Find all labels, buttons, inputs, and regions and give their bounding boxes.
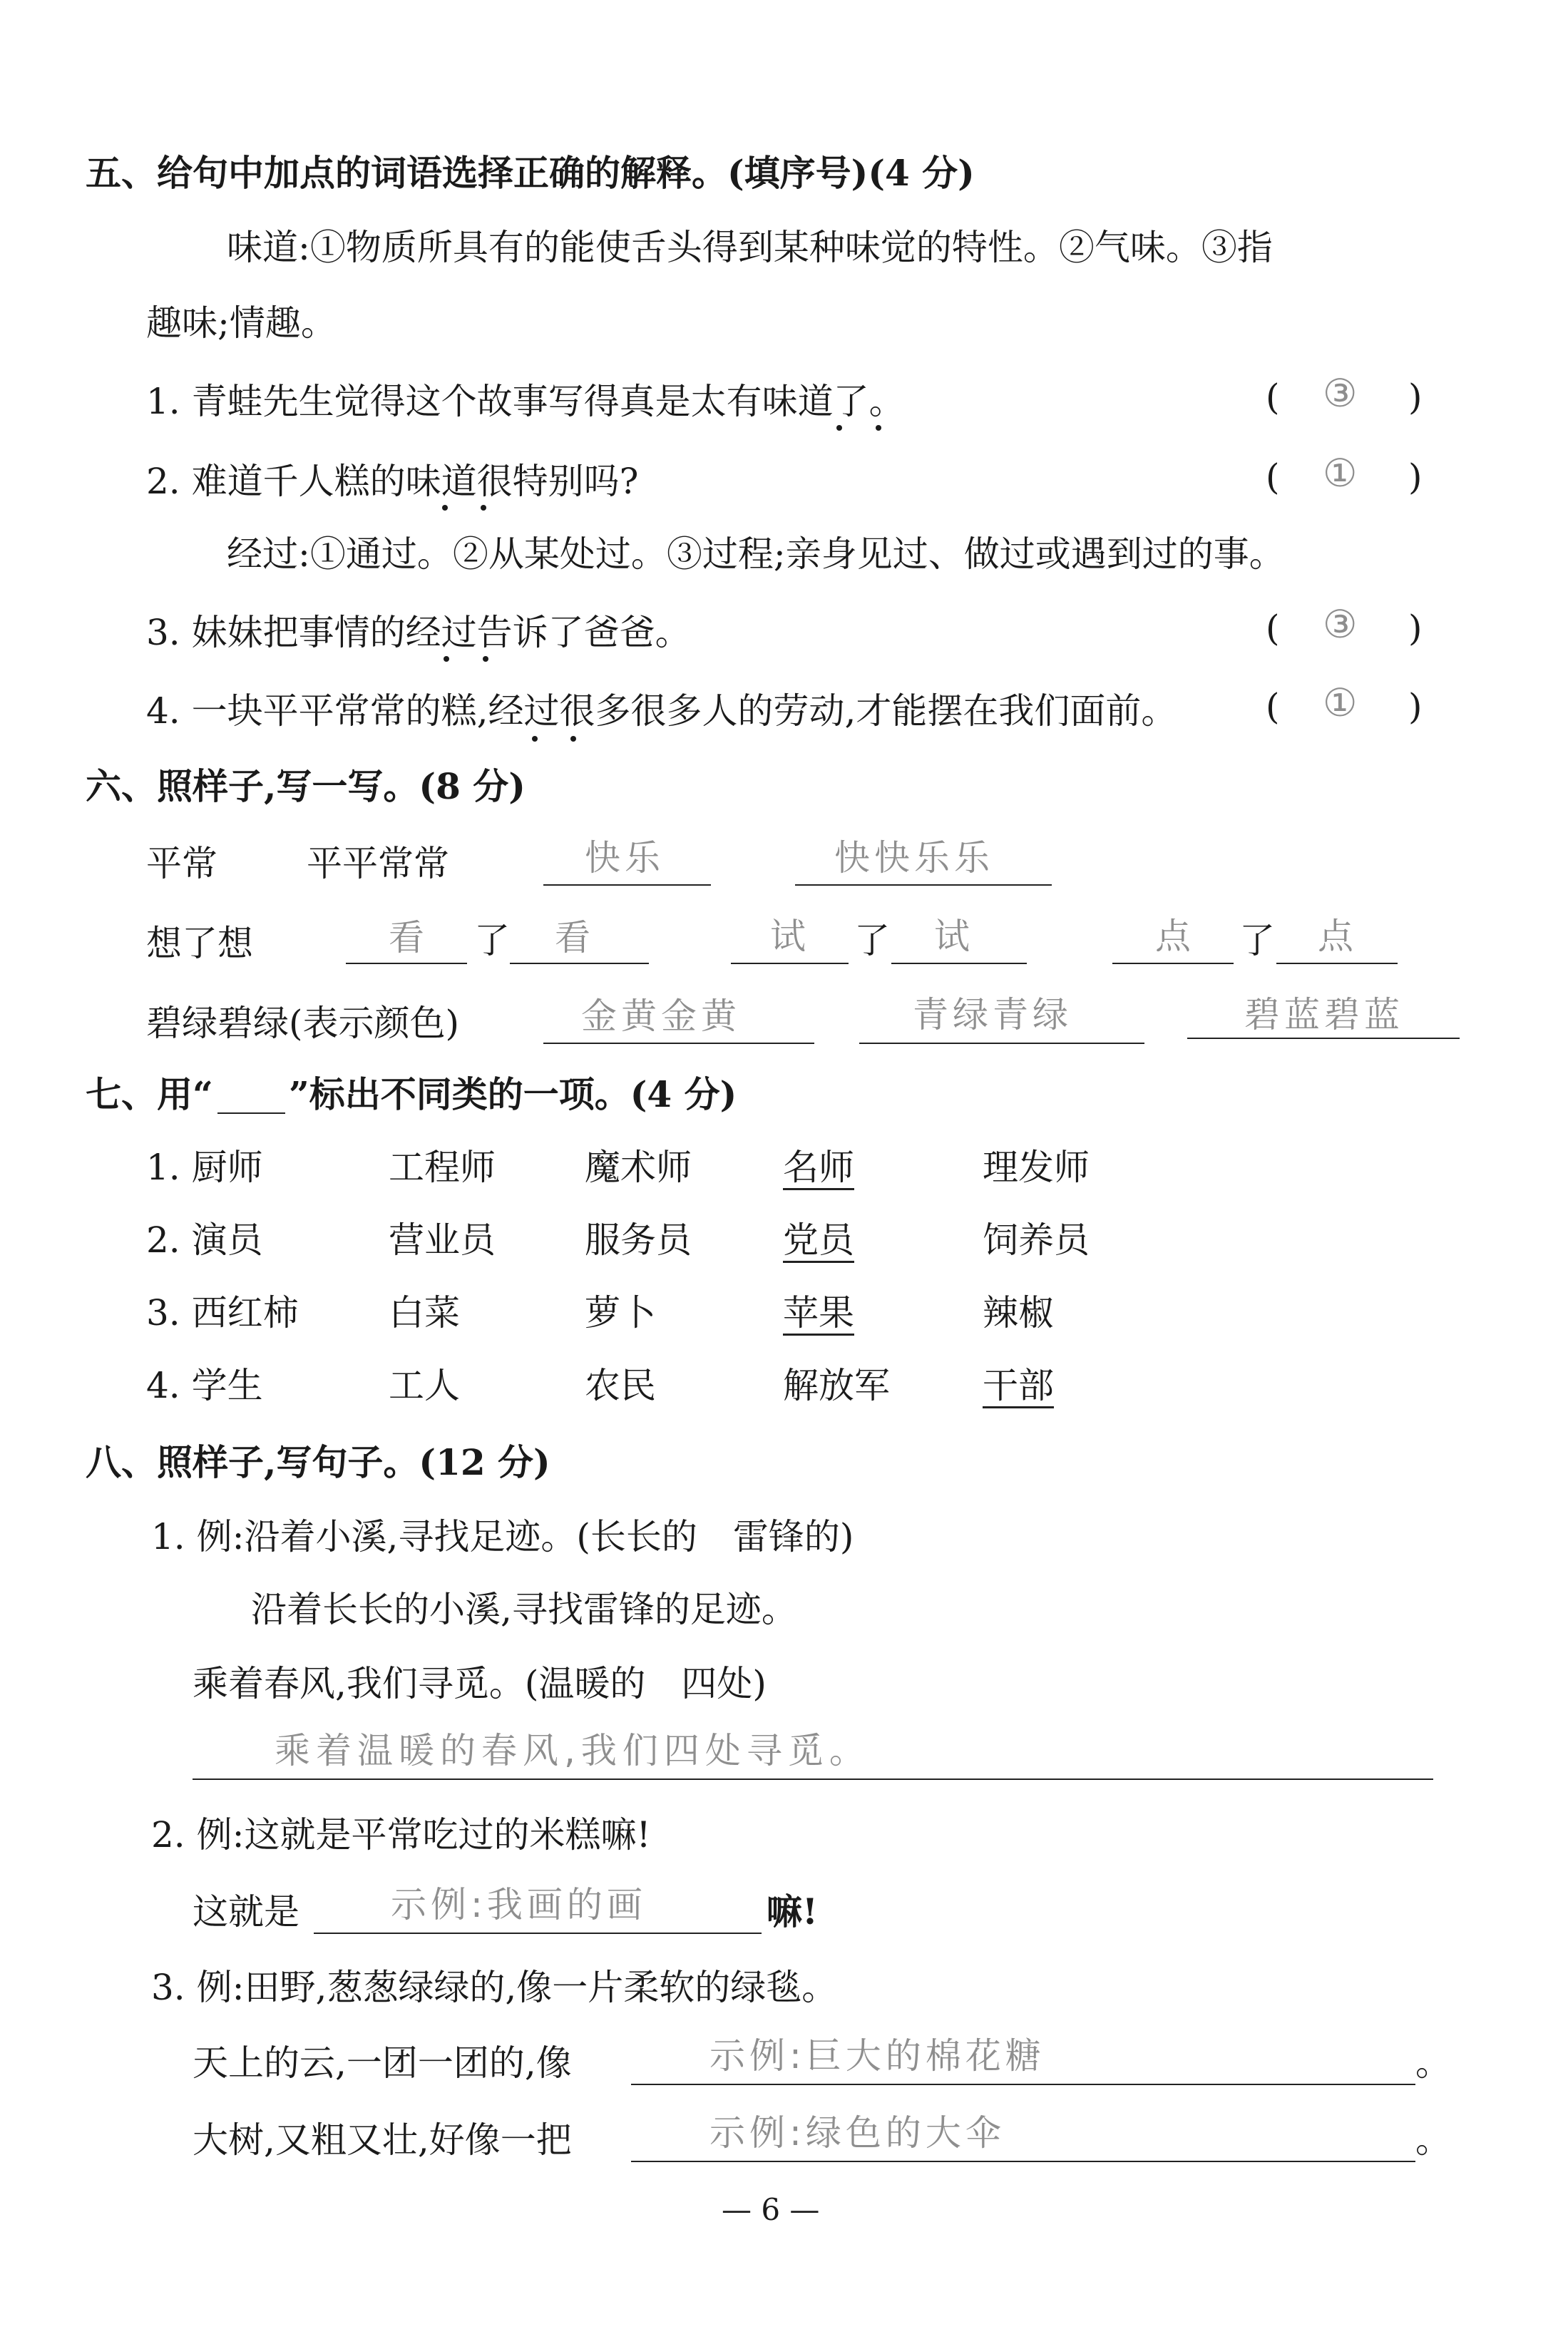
- row-7-2-item-2: 营业员: [389, 1219, 496, 1261]
- row-7-3-item-1: 3. 西红柿: [146, 1292, 299, 1334]
- question-8-2-pre: 这就是: [193, 1891, 299, 1933]
- sample-pingchang: 平常: [146, 843, 217, 884]
- row-7-3-item-4-marked: 苹果: [783, 1295, 854, 1336]
- le-char: 了: [1239, 920, 1275, 961]
- period: 。: [1415, 2042, 1451, 2084]
- answer-line: [346, 963, 467, 964]
- question-5-3: 3. 妹妹把事情的经过告诉了爸爸。: [146, 612, 691, 653]
- answer-line: [543, 1043, 814, 1044]
- row-7-3-item-2: 白菜: [389, 1292, 460, 1334]
- answer-line: [1112, 963, 1234, 964]
- answer-5-1: ③: [1323, 371, 1358, 416]
- question-8-3a: 天上的云,一团一团的,像: [193, 2042, 572, 2084]
- definition-weidao-cont: 趣味;情趣。: [146, 302, 337, 344]
- emphasis-dot: [836, 425, 842, 431]
- underline-sample: [217, 1112, 285, 1114]
- row-7-2-item-1: 2. 演员: [146, 1219, 263, 1261]
- example-8-1: 1. 例:沿着小溪,寻找足迹。(长长的 雷锋的): [151, 1516, 854, 1557]
- paren-left: (: [1266, 608, 1280, 649]
- answer-line: [859, 1043, 1144, 1044]
- row-7-2-item-3: 服务员: [585, 1219, 692, 1261]
- emphasis-dot: [444, 656, 449, 662]
- answer-6-1b: 快快乐乐: [834, 837, 994, 879]
- answer-6-2b: 看: [555, 917, 595, 958]
- answer-line: [731, 963, 849, 964]
- emphasis-dot: [532, 736, 538, 742]
- page-number: — 6 —: [722, 2192, 820, 2227]
- answer-8-3a: 示例:巨大的棉花糖: [709, 2035, 1045, 2077]
- question-5-4: 4. 一块平平常常的糕,经过很多很多人的劳动,才能摆在我们面前。: [146, 690, 1177, 732]
- answer-line: [891, 963, 1027, 964]
- row-7-4-item-1: 4. 学生: [146, 1365, 263, 1406]
- emphasis-dot: [570, 736, 576, 742]
- example-8-3: 3. 例:田野,葱葱绿绿的,像一片柔软的绿毯。: [151, 1967, 838, 2008]
- section-6-heading: 六、照样子,写一写。(8 分): [86, 765, 526, 807]
- row-7-4-item-4: 解放军: [783, 1365, 890, 1406]
- le-char: 了: [474, 920, 510, 961]
- answer-6-2e: 点: [1155, 916, 1195, 957]
- answer-line: [543, 884, 711, 886]
- period: 。: [1415, 2119, 1451, 2161]
- sample-bilv: 碧绿碧绿(表示颜色): [146, 1003, 460, 1044]
- section-8-heading: 八、照样子,写句子。(12 分): [86, 1441, 550, 1483]
- sample-xiangle: 想了想: [146, 923, 253, 964]
- answer-6-2f: 点: [1318, 916, 1358, 957]
- answer-line: [1276, 963, 1398, 964]
- answer-8-2: 示例:我画的画: [391, 1884, 647, 1925]
- section-5-heading: 五、给句中加点的词语选择正确的解释。(填序号)(4 分): [86, 152, 975, 194]
- answer-8-1: 乘着温暖的春风,我们四处寻觅。: [275, 1730, 871, 1771]
- section-7-heading-b: ”标出不同类的一项。(4 分): [289, 1073, 737, 1115]
- answer-line: [510, 963, 649, 964]
- row-7-1-item-4-marked: 名师: [783, 1150, 854, 1190]
- paren-right: ): [1408, 377, 1423, 418]
- row-7-2-item-4-marked: 党员: [783, 1222, 854, 1263]
- answer-6-2a: 看: [389, 917, 429, 958]
- answer-5-2: ①: [1323, 451, 1358, 496]
- row-7-2-item-5: 饲养员: [983, 1219, 1090, 1261]
- row-7-1-item-1: 1. 厨师: [146, 1147, 263, 1188]
- answer-line: [795, 884, 1052, 886]
- answer-6-3a: 金黄金黄: [581, 996, 741, 1037]
- emphasis-dot: [442, 505, 448, 511]
- paren-left: (: [1266, 686, 1280, 727]
- sample-pingpingchangchang: 平平常常: [307, 843, 449, 884]
- answer-5-3: ③: [1323, 602, 1358, 647]
- question-5-2: 2. 难道千人糕的味道很特别吗?: [146, 461, 639, 502]
- paren-left: (: [1266, 456, 1280, 498]
- row-7-1-item-2: 工程师: [389, 1147, 496, 1188]
- answer-6-2c: 试: [770, 916, 810, 957]
- paren-right: ): [1408, 608, 1423, 649]
- answer-line: [1187, 1038, 1460, 1039]
- answer-6-3c: 碧蓝碧蓝: [1244, 994, 1404, 1035]
- question-5-1: 1. 青蛙先生觉得这个故事写得真是太有味道了。: [146, 381, 905, 422]
- answer-6-3b: 青绿青绿: [913, 994, 1072, 1035]
- emphasis-dot: [876, 425, 881, 431]
- row-7-1-item-5: 理发师: [983, 1147, 1090, 1188]
- row-7-4-item-2: 工人: [389, 1365, 460, 1406]
- answer-5-4: ①: [1323, 680, 1358, 725]
- question-8-1: 乘着春风,我们寻觅。(温暖的 四处): [193, 1663, 767, 1704]
- answer-6-1a: 快乐: [585, 837, 665, 879]
- answer-line: [631, 2161, 1415, 2162]
- definition-weidao: 味道:①物质所具有的能使舌头得到某种味觉的特性。②气味。③指: [227, 227, 1273, 268]
- example-8-2: 2. 例:这就是平常吃过的米糕嘛!: [151, 1814, 651, 1856]
- row-7-3-item-3: 萝卜: [585, 1292, 656, 1334]
- le-char: 了: [854, 920, 890, 961]
- row-7-1-item-3: 魔术师: [585, 1147, 692, 1188]
- paren-left: (: [1266, 377, 1280, 418]
- row-7-4-item-5-marked: 干部: [983, 1368, 1054, 1408]
- answer-line: [314, 1933, 762, 1934]
- section-7-heading-a: 七、用“: [86, 1073, 213, 1115]
- question-8-3b: 大树,又粗又壮,好像一把: [193, 2119, 572, 2161]
- row-7-4-item-3: 农民: [585, 1365, 656, 1406]
- answer-line: [193, 1779, 1433, 1780]
- emphasis-dot: [481, 505, 486, 511]
- definition-jingguo: 经过:①通过。②从某处过。③过程;亲身见过、做过或遇到过的事。: [227, 533, 1285, 575]
- row-7-3-item-5: 辣椒: [983, 1292, 1054, 1334]
- answer-6-2d: 试: [934, 916, 974, 957]
- example-8-1-model: 沿着长长的小溪,寻找雷锋的足迹。: [251, 1589, 797, 1630]
- paren-right: ): [1408, 686, 1423, 727]
- answer-line: [631, 2084, 1415, 2085]
- emphasis-dot: [483, 656, 488, 662]
- question-8-2-post: 嘛!: [767, 1890, 818, 1933]
- paren-right: ): [1408, 456, 1423, 498]
- answer-8-3b: 示例:绿色的大伞: [709, 2112, 1005, 2154]
